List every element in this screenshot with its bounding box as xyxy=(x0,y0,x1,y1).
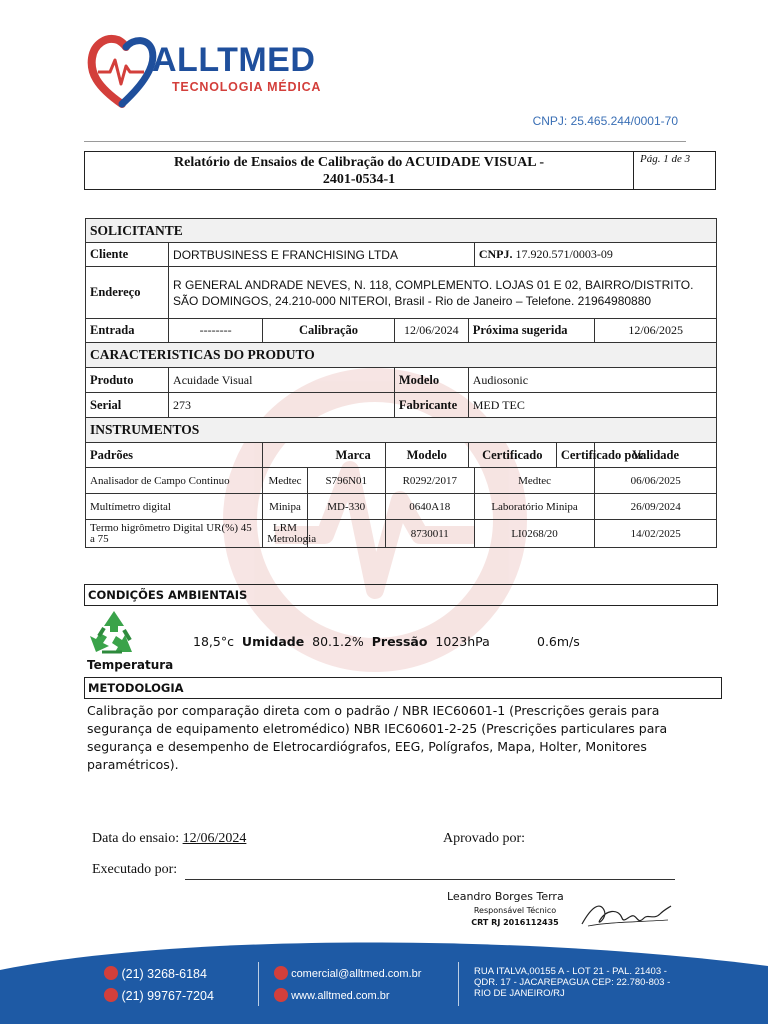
cliente-label: Cliente xyxy=(86,243,169,267)
instrument-certificado-por: Medtec xyxy=(474,468,595,494)
calibracao-label: Calibração xyxy=(263,319,395,343)
footer-site[interactable] xyxy=(274,988,389,1002)
condicoes-values xyxy=(193,634,490,649)
temperatura-label: Temperatura xyxy=(87,658,174,672)
email-text[interactable]: comercial@alltmed.com.br xyxy=(291,968,422,980)
table-row xyxy=(86,468,717,494)
instrument-padrao: Termo higrômetro Digital UR(%) 45 a 75 xyxy=(86,520,263,548)
aprovado-label: Aprovado por: xyxy=(443,831,526,846)
umidade-label: Umidade xyxy=(241,634,305,649)
instrument-validade: 26/09/2024 xyxy=(595,494,717,520)
footer-email[interactable] xyxy=(274,966,421,980)
umidade-value: 80.1.2% xyxy=(312,634,364,649)
serial-value: 273 xyxy=(169,393,395,418)
header-divider xyxy=(84,141,686,142)
col-header-marca: Marca xyxy=(263,443,386,468)
data-ensaio xyxy=(92,831,246,847)
instrument-validade: 06/06/2025 xyxy=(595,468,717,494)
col-header-padroes: Padrões xyxy=(86,443,263,468)
footer-address: RUA ITALVA,00155 A - LOT 21 - PAL. 21403 - QDR. 17 - JACAREPAGUA CEP: 22.780-803 - RIO DE JANEIRO/RJ xyxy=(474,966,671,999)
signature-line xyxy=(185,879,675,880)
pressao-value: 1023hPa xyxy=(435,634,490,649)
signer-crt: CRT RJ 2016112435 xyxy=(471,918,559,927)
footer-divider-2 xyxy=(458,962,459,1006)
endereco-value: R GENERAL ANDRADE NEVES, N. 118, COMPLEMENTO. LOJAS 01 E 02, BAIRRO/DISTRITO. SÃO DOMINGOS, 24.210-000 NITEROI, Brasil - Rio de Janeiro – Telefone. 21964980880 xyxy=(169,267,717,319)
instrument-certificado-por: Laboratório Minipa xyxy=(474,494,595,520)
section-condicoes: CONDIÇÕES AMBIENTAIS xyxy=(84,584,718,606)
modelo-label: Modelo xyxy=(394,368,468,393)
proxima-label: Próxima sugerida xyxy=(468,319,595,343)
table-row xyxy=(86,520,717,548)
report-title-box xyxy=(84,151,716,190)
endereco-label: Endereço xyxy=(86,267,169,319)
cnpj-value: 17.920.571/0003-09 xyxy=(515,247,613,261)
col-header-validade: Validade xyxy=(595,443,717,468)
section-produto: CARACTERISTICAS DO PRODUTO xyxy=(86,343,717,368)
calibration-table xyxy=(85,218,717,548)
cliente-value: DORTBUSINESS E FRANCHISING LTDA xyxy=(169,243,475,267)
data-ensaio-value: 12/06/2024 xyxy=(182,831,247,846)
fabricante-value: MED TEC xyxy=(468,393,716,418)
page-number: Pág. 1 de 3 xyxy=(633,152,715,189)
recycle-icon xyxy=(88,608,140,656)
report-title-line2: 2401-0534-1 xyxy=(322,172,396,187)
instrument-certificado-por: LI0268/20 xyxy=(474,520,595,548)
email-icon xyxy=(274,966,288,980)
footer-divider-1 xyxy=(258,962,259,1006)
site-text[interactable]: www.alltmed.com.br xyxy=(291,990,390,1002)
metodologia-text: Calibração por comparação direta com o padrão / NBR IEC60601-1 (Prescrições gerais para segurança de equipamento eletromédico) NBR IEC60601-2-25 (Prescrições particulares para segurança e desempenho de Eletrocardiógrafos, EEG, Polígrafos, Mapa, Holter, Monitores paramétricos). xyxy=(87,703,668,772)
vento-value: 0.6m/s xyxy=(537,634,580,649)
phone1-text: (21) 3268-6184 xyxy=(121,967,207,981)
phone-icon xyxy=(104,966,118,980)
instrument-marca: Minipa xyxy=(263,494,308,520)
report-title-line1: Relatório de Ensaios de Calibração do ACUIDADE VISUAL - xyxy=(174,155,544,170)
instrument-validade: 14/02/2025 xyxy=(595,520,717,548)
calibracao-value: 12/06/2024 xyxy=(394,319,468,343)
fabricante-label: Fabricante xyxy=(394,393,468,418)
col-header-certificado: Certificado xyxy=(468,443,556,468)
pressao-label: Pressão xyxy=(371,634,428,649)
instrument-modelo: MD-330 xyxy=(307,494,385,520)
data-ensaio-label: Data do ensaio: xyxy=(92,831,180,846)
signer-role: Responsável Técnico xyxy=(473,906,557,915)
proxima-value: 12/06/2025 xyxy=(595,319,717,343)
instrument-certificado: 0640A18 xyxy=(385,494,474,520)
handwritten-signature xyxy=(578,896,673,934)
col-header-certificado-por: Certificado por xyxy=(556,443,594,468)
company-cnpj: CNPJ: 25.465.244/0001-70 xyxy=(532,114,678,128)
col-header-modelo: Modelo xyxy=(385,443,468,468)
instrument-certificado: R0292/2017 xyxy=(385,468,474,494)
instrument-certificado: 8730011 xyxy=(385,520,474,548)
instrument-marca: Medtec xyxy=(263,468,308,494)
report-title xyxy=(85,154,633,188)
executado-label: Executado por: xyxy=(92,862,178,877)
whatsapp-icon xyxy=(104,988,118,1002)
instrument-padrao: Analisador de Campo Continuo xyxy=(86,468,263,494)
cnpj-label: CNPJ. xyxy=(478,247,513,261)
section-metodologia: METODOLOGIA xyxy=(84,677,722,699)
instrument-modelo: S796N01 xyxy=(307,468,385,494)
table-row xyxy=(86,494,717,520)
modelo-value: Audiosonic xyxy=(468,368,716,393)
section-instrumentos: INSTRUMENTOS xyxy=(86,418,717,443)
instrument-marca: LRM Metrologia xyxy=(263,520,308,548)
serial-label: Serial xyxy=(86,393,169,418)
entrada-value: -------- xyxy=(169,319,263,343)
entrada-label: Entrada xyxy=(86,319,169,343)
footer-phone1 xyxy=(104,966,207,981)
phone2-text: (21) 99767-7204 xyxy=(121,989,214,1003)
produto-value: Acuidade Visual xyxy=(169,368,395,393)
instrument-padrao: Multímetro digital xyxy=(86,494,263,520)
company-logo xyxy=(88,34,338,110)
company-tagline: TECNOLOGIA MÉDICA xyxy=(172,80,322,94)
section-solicitante: SOLICITANTE xyxy=(86,219,717,243)
footer-phone2 xyxy=(104,988,214,1003)
globe-icon xyxy=(274,988,288,1002)
alltmed-heart-icon xyxy=(88,34,156,110)
instrument-modelo xyxy=(307,520,385,548)
company-name: ALLTMED xyxy=(152,41,316,79)
signer-name: Leandro Borges Terra xyxy=(447,890,564,903)
produto-label: Produto xyxy=(86,368,169,393)
cnpj-cell xyxy=(474,243,716,267)
temperatura-value: 18,5°c xyxy=(193,634,234,649)
